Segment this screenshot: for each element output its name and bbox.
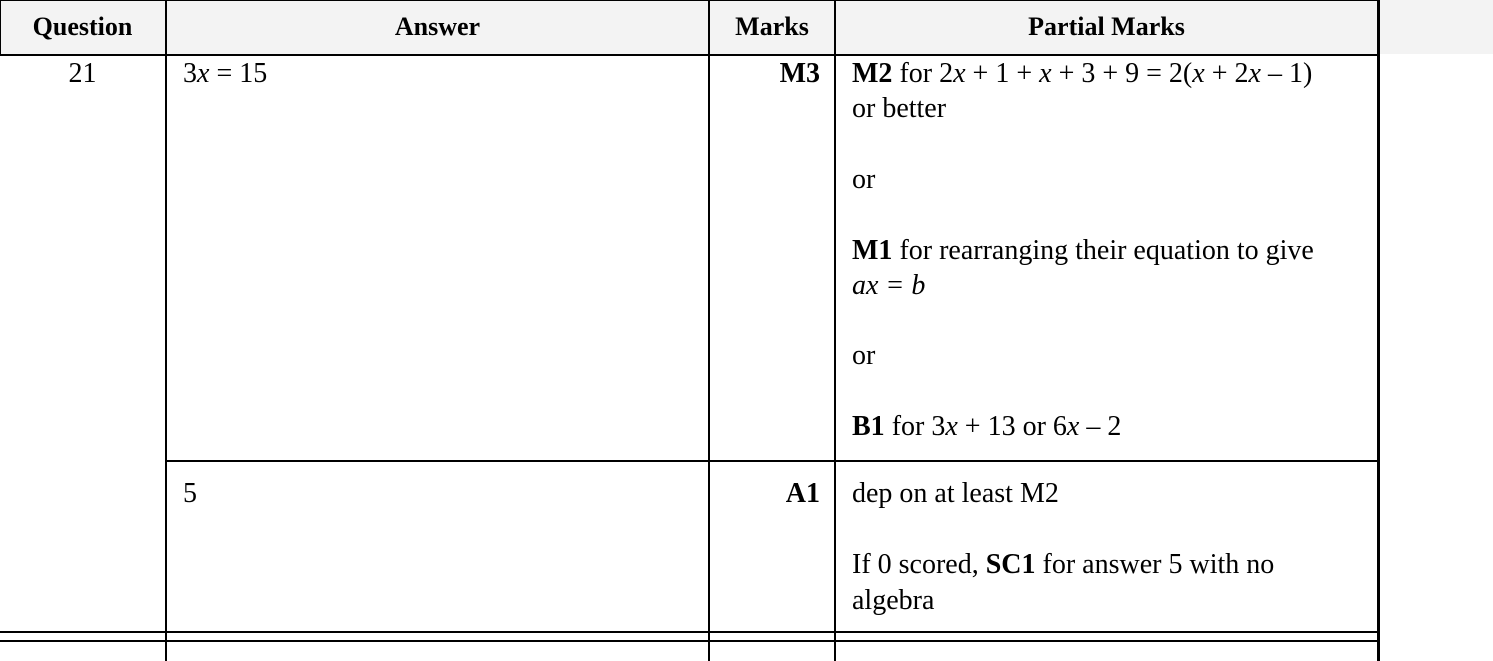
partial-b1-line: B1 for 3x + 13 or 6x – 2 <box>852 411 1122 442</box>
partial-dep-line: dep on at least M2 <box>852 478 1059 509</box>
row-bottom-border-2 <box>0 640 1379 642</box>
partial-algebra-line: algebra <box>852 585 935 616</box>
partial-m1-line2: ax = b <box>852 270 926 301</box>
table-left-border <box>0 0 1 56</box>
header-partial-marks: Partial Marks <box>1028 12 1185 41</box>
partial-or-1: or <box>852 164 876 195</box>
partial-m2-line2: or better <box>852 93 947 124</box>
answer-step1: 3x = 15 <box>183 58 268 89</box>
header-marks: Marks <box>735 12 809 41</box>
column-divider-answer <box>708 0 710 661</box>
partial-sc1-line: If 0 scored, SC1 for answer 5 with no <box>852 549 1275 580</box>
row-bottom-border-1 <box>0 631 1379 633</box>
step-divider <box>165 460 1379 462</box>
table-top-border <box>0 0 1379 1</box>
header-question: Question <box>32 12 133 41</box>
partial-or-2: or <box>852 340 876 371</box>
question-number: 21 <box>68 58 97 89</box>
mark-step1: M3 <box>779 58 820 89</box>
table-right-border <box>1377 0 1380 661</box>
header-answer: Answer <box>394 12 481 41</box>
partial-m1-line1: M1 for rearranging their equation to give <box>852 235 1314 266</box>
answer-step2: 5 <box>183 478 197 509</box>
mark-step2: A1 <box>785 478 820 509</box>
column-divider-marks <box>834 0 836 661</box>
column-divider-question <box>165 0 167 661</box>
partial-m2-line1: M2 for 2x + 1 + x + 3 + 9 = 2(x + 2x – 1) <box>852 58 1313 89</box>
